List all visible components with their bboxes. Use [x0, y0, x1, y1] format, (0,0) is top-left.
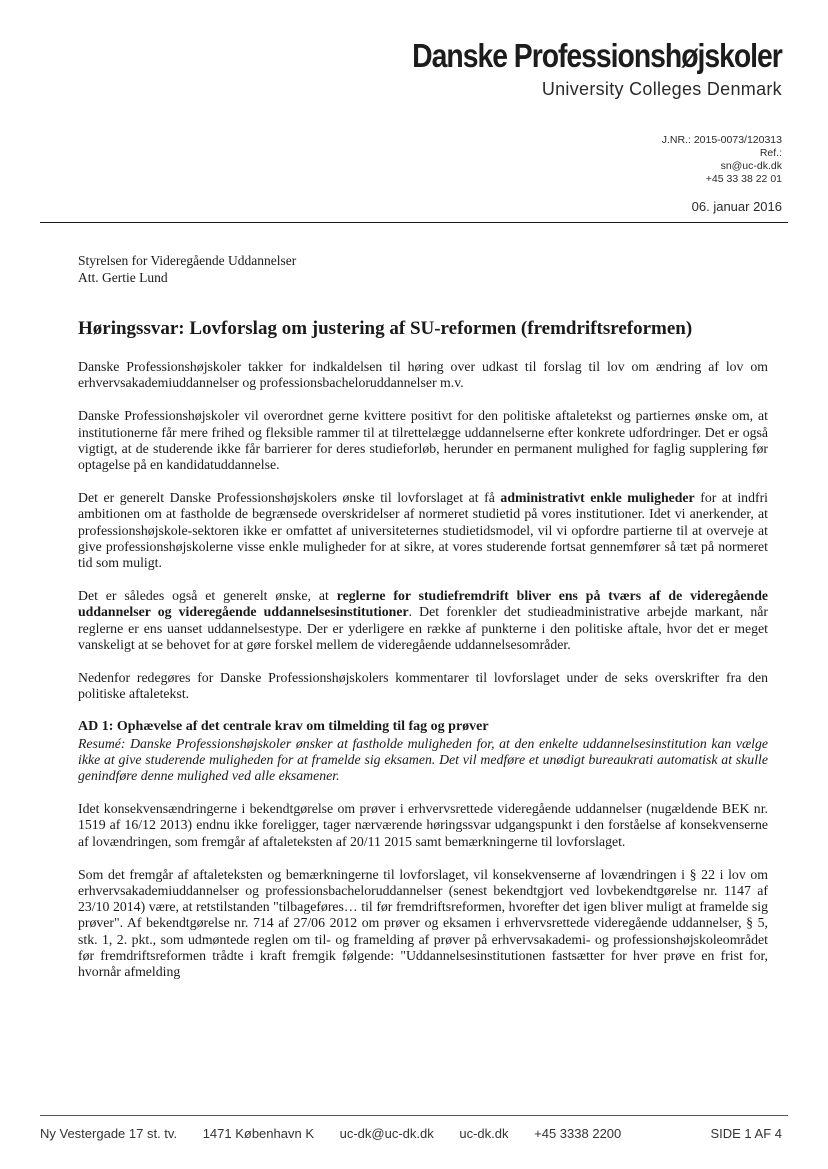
section-heading-ad1: AD 1: Ophævelse af det centrale krav om tilmelding til fag og prøver	[78, 719, 489, 735]
footer-phone: +45 3338 2200	[534, 1126, 622, 1141]
header-divider	[40, 222, 788, 223]
letter-body	[78, 317, 768, 997]
recipient-org: Styrelsen for Videregående Uddannelser	[78, 253, 297, 268]
recipient-att: Att. Gertie Lund	[78, 270, 168, 285]
letter-date: 06. januar 2016	[691, 199, 782, 214]
reference-block	[662, 134, 782, 186]
paragraph-7: Som det fremgår af aftaleteksten og bemærkningerne til lovforslaget, vil konsekvenserne af lovændringen i § 22 i lov om erhvervsakademiuddannelser og professionsbacheloruddannelser (senest bekendtgjort ved lovbekendtgørelse nr. 1147 af 23/10 2014) være, at retstilstanden "tilbageføres… til før fremdriftsreformen, hvorefter det igen bliver muligt at framelde sig prøver". Af bekendtgørelse nr. 714 af 27/06 2012 om prøver og eksamen i erhvervsrettede videregående uddannelser, § 5, stk. 1, 2. pkt., som udmøntede reglen om til- og framelding af prøver på erhvervsakademi- og professionshøjskoleområdet før fremdriftsreformen trådte i kraft fremgik følgende: "Uddannelsesinstitutionen fastsætter for hver prøve en frist for, hvornår afmelding	[78, 866, 768, 980]
section-resume: Resumé: Danske Professionshøjskoler ønsker at fastholde muligheden for, at den enkelte uddannelsesinstitution kan vælge ikke at give studerende muligheden for at framelde sig eksamen. Det vil medføre et unødigt bureaukrati automatisk at skulle genindføre denne mulighed ved alle eksamener.	[78, 735, 768, 784]
contact-phone: +45 33 38 22 01	[705, 173, 782, 185]
footer-email: uc-dk@uc-dk.dk	[339, 1126, 434, 1141]
journal-number: J.NR.: 2015-0073/120313	[661, 134, 782, 146]
paragraph-2: Danske Professionshøjskoler vil overordnet gerne kvittere positivt for den politiske aftaletekst og partiernes ønske om, at institutionerne får mere frihed og fleksible rammer til at tilrettelægge uddannelserne efter konkrete udfordringer. Det er også vigtigt, at de studerende ikke får barrierer for deres studieforløb, herunder en permanent mulighed for faglig supplering før optagelse på en kandidatuddannelse.	[78, 408, 768, 473]
footer	[40, 1126, 782, 1141]
footer-divider	[40, 1115, 788, 1116]
footer-address: Ny Vestergade 17 st. tv.	[40, 1126, 178, 1141]
paragraph-1: Danske Professionshøjskoler takker for indkaldelsen til høring over udkast til forslag til lov om ændring af lov om erhvervsakademiuddannelser og professionsbacheloruddannelser m.v.	[78, 359, 768, 391]
recipient-block	[78, 252, 296, 286]
footer-city: 1471 København K	[202, 1126, 314, 1141]
reference: Ref.:	[759, 147, 782, 159]
document-title: Høringssvar: Lovforslag om justering af SU-reformen (fremdriftsreformen)	[78, 318, 693, 339]
contact-email: sn@uc-dk.dk	[720, 160, 782, 172]
letterhead	[352, 38, 782, 100]
brand-name: Danske Professionshøjskoler	[412, 37, 782, 74]
brand-subtitle: University Colleges Denmark	[541, 79, 782, 99]
emphasis-rules: reglerne for studiefremdrift bliver ens på tværs af de videregående uddannelser og videregående uddannelsesinstitutioner	[78, 588, 768, 620]
emphasis-admin: administrativt enkle muligheder	[500, 490, 695, 506]
paragraph-5: Nedenfor redegøres for Danske Professionshøjskolers kommentarer til lovforslaget under de seks overskrifter fra den politiske aftaletekst.	[78, 670, 768, 702]
page-number: SIDE 1 AF 4	[710, 1126, 782, 1141]
paragraph-3: Det er generelt Danske Professionshøjskolers ønske til lovforslaget at få administrativt enkle muligheder for at indfri ambitionen om at fastholde de begrænsede overskridelser af normeret studietid på vores institutioner. Idet vi anerkender, at professionshøjskole-sektoren ikke er omfattet af universiteternes studietidsmodel, vil vi opfordre partierne til at overveje at give professionshøjskolerne visse enkle muligheder for at sikre, at vores studerende fortsat gennemfører så tæt på normeret tid som muligt.	[78, 490, 768, 571]
paragraph-4: Det er således også et generelt ønske, at reglerne for studiefremdrift bliver ens på tværs af de videregående uddannelser og videregående uddannelsesinstitutioner. Det forenkler det studieadministrative arbejde markant, når reglerne er ens uanset uddannelsestype. Der er yderligere en række af punkterne i den politiske aftale, hvor det er meget vanskeligt at se behovet for at gøre forskel mellem de videregående uddannelsesområder.	[78, 588, 768, 652]
paragraph-6: Idet konsekvensændringerne i bekendtgørelse om prøver i erhvervsrettede videregående uddannelser (nugældende BEK nr. 1519 af 16/12 2013) endnu ikke foreligger, tager nærværende høringssvar udgangspunkt i den forståelse af konsekvenserne af lovændringen, som fremgår af aftaleteksten af 20/11 2015 samt bemærkningerne til lovforslaget.	[78, 801, 768, 849]
footer-web: uc-dk.dk	[459, 1126, 509, 1141]
